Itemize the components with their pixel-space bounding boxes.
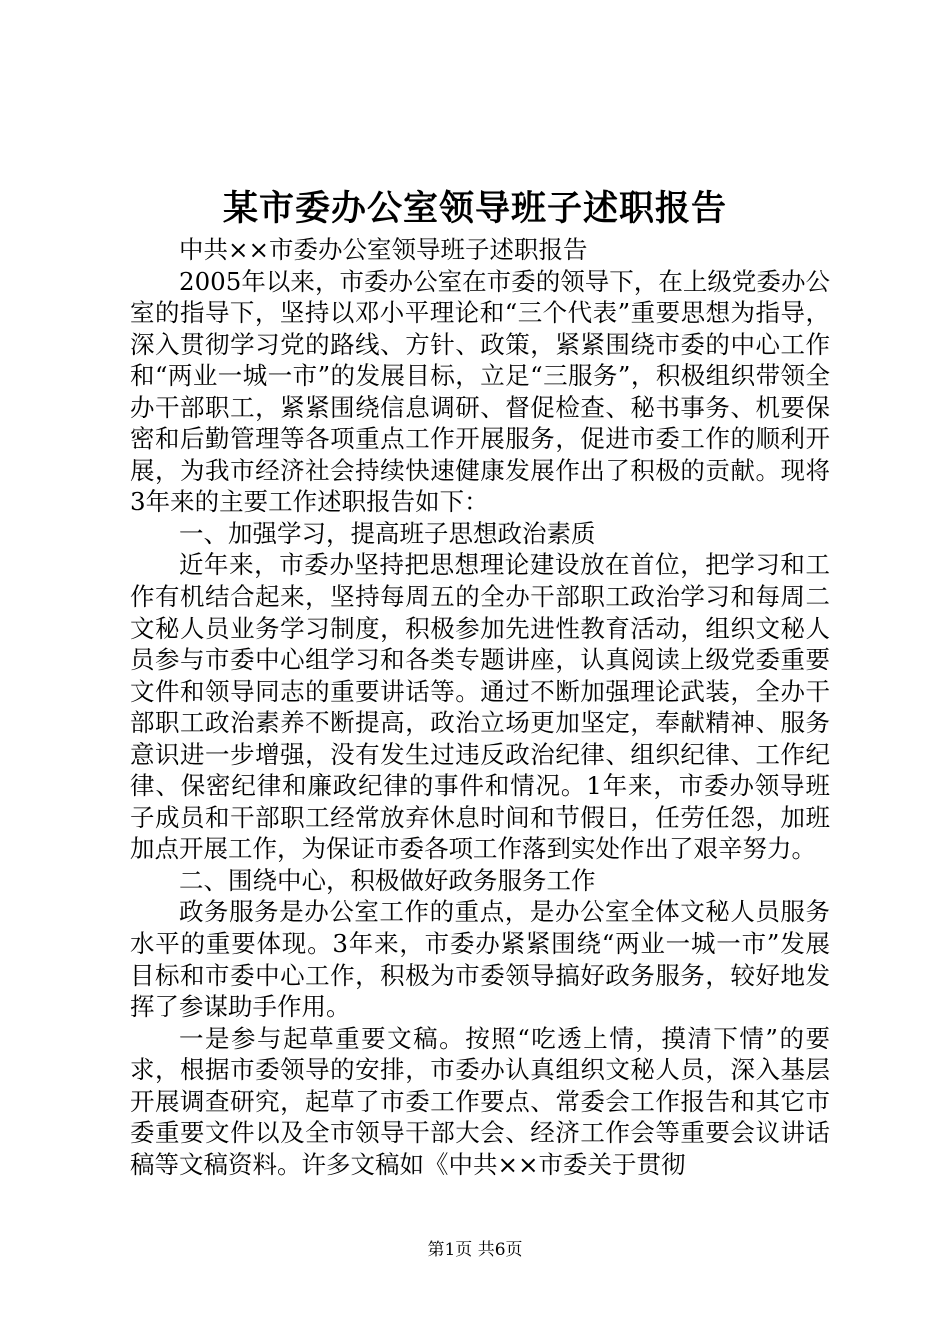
section-heading-1: 一、加强学习，提高班子思想政治素质: [179, 518, 596, 548]
page-footer: 第1页 共6页: [427, 1240, 523, 1260]
paragraph-drafting: 一是参与起草重要文稿。按照“吃透上情，摸清下情”的要求，根据市委领导的安排，市委办认真组织文秘人员，深入基层开展调查研究，起草了市委工作要点、常委会工作报告和其它市委重要文件以及全市领导干部大会、经济工作会等重要会议讲话稿等文稿资料。许多文稿如《中共××市委关于贯彻: [130, 1023, 830, 1179]
paragraph-subtitle: 中共××市委办公室领导班子述职报告: [179, 235, 588, 264]
document-title: 某市委办公室领导班子述职报告: [222, 188, 727, 229]
section-heading-2: 二、围绕中心，积极做好政务服务工作: [179, 865, 596, 895]
paragraph-study: 近年来，市委办坚持把思想理论建设放在首位，把学习和工作有机结合起来，坚持每周五的全办干部职工政治学习和每周二文秘人员业务学习制度，积极参加先进性教育活动，组织文秘人员参与市委中心组学习和各类专题讲座，认真阅读上级党委重要文件和领导同志的重要讲话等。通过不断加强理论武装，全办干部职工政治素养不断提高，政治立场更加坚定，奉献精神、服务意识进一步增强，没有发生过违反政治纪律、组织纪律、工作纪律、保密纪律和廉政纪律的事件和情况。1年来，市委办领导班子成员和干部职工经常放弃休息时间和节假日，任劳任怨，加班加点开展工作，为保证市委各项工作落到实处作出了艰辛努力。: [130, 550, 830, 864]
paragraph-intro: 2005年以来，市委办公室在市委的领导下，在上级党委办公室的指导下，坚持以邓小平理论和“三个代表”重要思想为指导，深入贯彻学习党的路线、方针、政策，紧紧围绕市委的中心工作和“两业一城一市”的发展目标，立足“三服务”，积极组织带领全办干部职工，紧紧围绕信息调研、督促检查、秘书事务、机要保密和后勤管理等各项重点工作开展服务，促进市委工作的顺利开展，为我市经济社会持续快速健康发展作出了积极的贡献。现将3年来的主要工作述职报告如下：: [130, 266, 830, 517]
paragraph-service: 政务服务是办公室工作的重点，是办公室全体文秘人员服务水平的重要体现。3年来，市委办紧紧围绕“两业一城一市”发展目标和市委中心工作，积极为市委领导搞好政务服务，较好地发挥了参谋助手作用。: [130, 897, 830, 1022]
document-body: [130, 234, 830, 1180]
